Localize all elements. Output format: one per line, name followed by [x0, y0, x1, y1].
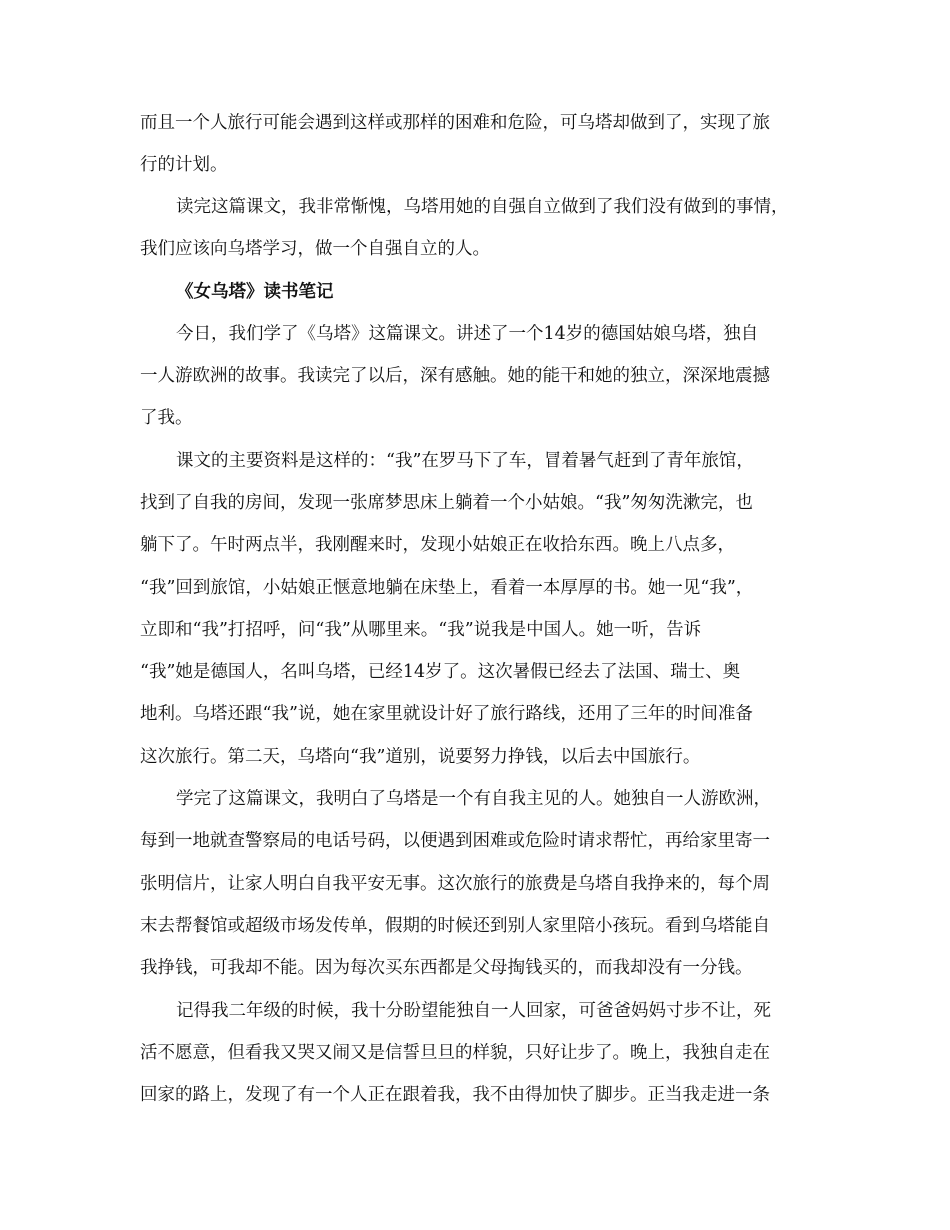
paragraph-line: 课文的主要资料是这样的：“我”在罗马下了车，冒着暑气赶到了青年旅馆， [176, 451, 754, 471]
paragraph-line: 记得我二年级的时候，我十分盼望能独自一人回家，可爸爸妈妈寸步不让，死 [176, 1001, 771, 1021]
paragraph-line: 我们应该向乌塔学习，做一个自强自立的人。 [140, 239, 490, 259]
paragraph-line: 而且一个人旅行可能会遇到这样或那样的困难和危险，可乌塔却做到了，实现了旅 [140, 113, 770, 133]
paragraph-line: 学完了这篇课文，我明白了乌塔是一个有自我主见的人。她独自一人游欧洲， [176, 789, 771, 809]
paragraph-line: 今日，我们学了《乌塔》这篇课文。讲述了一个14岁的德国姑娘乌塔，独自 [176, 324, 759, 344]
paragraph-line: 回家的路上，发现了有一个人正在跟着我，我不由得加快了脚步。正当我走进一条 [140, 1085, 770, 1105]
paragraph-line: 立即和“我”打招呼，问“我”从哪里来。“我”说我是中国人。她一听，告诉 [140, 620, 702, 640]
paragraph-line: 每到一地就查警察局的电话号码，以便遇到困难或危险时请求帮忙，再给家里寄一 [140, 831, 770, 851]
section-heading: 《女乌塔》读书笔记 [176, 282, 334, 302]
paragraph-line: 张明信片，让家人明白自我平安无事。这次旅行的旅费是乌塔自我挣来的，每个周 [140, 874, 770, 894]
paragraph-line: 了我。 [140, 408, 193, 428]
paragraph-line: “我”回到旅馆，小姑娘正惬意地躺在床垫上，看着一本厚厚的书。她一见“我”， [140, 578, 754, 598]
paragraph-line: 读完这篇课文，我非常惭愧，乌塔用她的自强自立做到了我们没有做到的事情， [176, 197, 789, 217]
paragraph-line: 活不愿意，但看我又哭又闹又是信誓旦旦的样貌，只好让步了。晚上，我独自走在 [140, 1043, 770, 1063]
paragraph-line: 末去帮餐馆或超级市场发传单，假期的时候还到别人家里陪小孩玩。看到乌塔能自 [140, 916, 770, 936]
paragraph-line: “我”她是德国人，名叫乌塔，已经14岁了。这次暑假已经去了法国、瑞士、奥 [140, 662, 741, 682]
paragraph-line: 这次旅行。第二天，乌塔向“我”道别，说要努力挣钱，以后去中国旅行。 [140, 747, 701, 767]
paragraph-line: 一人游欧洲的故事。我读完了以后，深有感触。她的能干和她的独立，深深地震撼 [140, 366, 770, 386]
paragraph-line: 行的计划。 [140, 155, 228, 175]
paragraph-line: 躺下了。午时两点半，我刚醒来时，发现小姑娘正在收拾东西。晚上八点多， [140, 535, 735, 555]
paragraph-line: 我挣钱，可我却不能。因为每次买东西都是父母掏钱买的，而我却没有一分钱。 [140, 958, 753, 978]
paragraph-line: 地利。乌塔还跟“我”说，她在家里就设计好了旅行路线，还用了三年的时间准备 [140, 704, 753, 724]
paragraph-line: 找到了自我的房间，发现一张席梦思床上躺着一个小姑娘。“我”匆匆洗漱完，也 [140, 493, 753, 513]
